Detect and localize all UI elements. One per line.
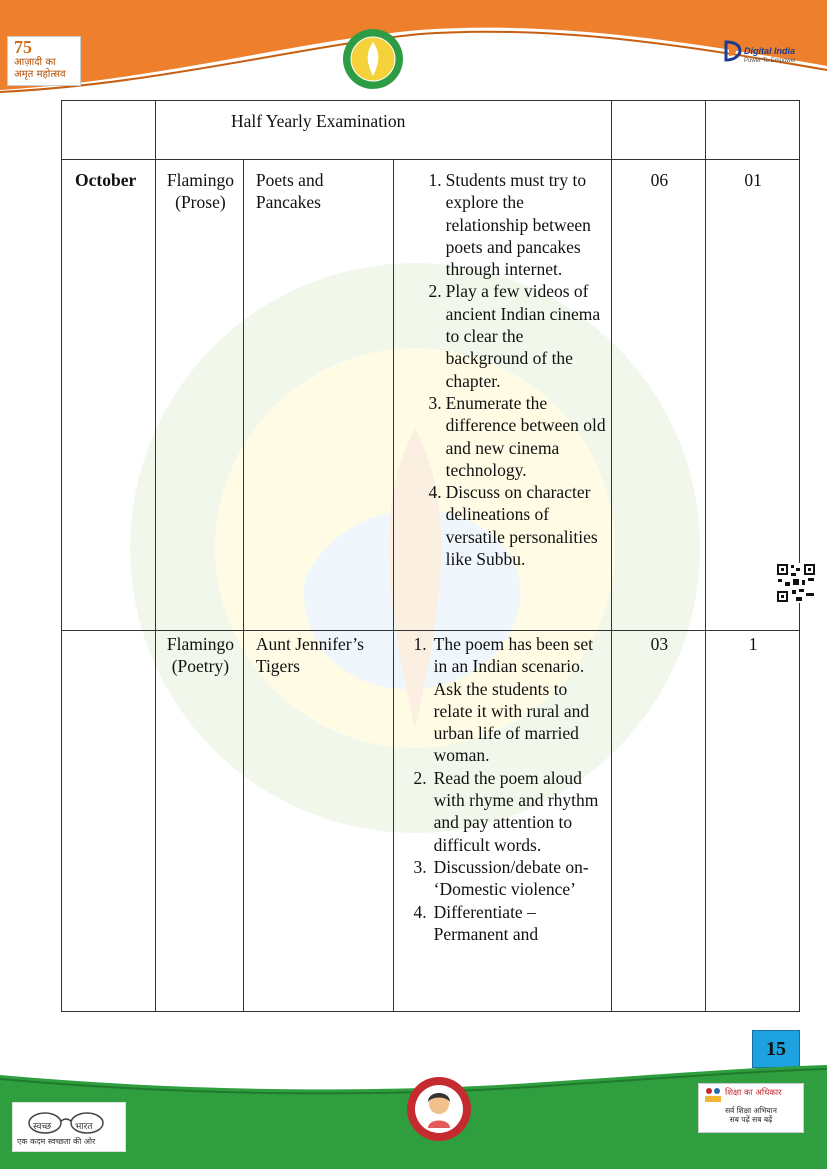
book-cell: Flamingo (Prose)	[155, 160, 243, 631]
shiksha-ka-adhikar-logo: शिक्षा का अधिकार सर्व शिक्षा अभियान सब पढ़ें सब बढ़ें	[698, 1083, 804, 1133]
digital-india-icon	[722, 40, 742, 62]
activities-cell	[393, 160, 612, 631]
azadi-amrit-mahotsav-logo: 75 आज़ादी का अमृत महोत्सव	[7, 36, 81, 86]
assessment-cell: 01	[706, 160, 800, 631]
cell-empty	[612, 101, 706, 160]
exam-row	[62, 101, 800, 160]
list-item: 2. Read the poem aloud with rhyme and rhythm and pay attention to difficult words.	[413, 767, 599, 855]
table-row	[62, 631, 800, 1012]
chapter-cell: Aunt Jennifer’s Tigers	[243, 631, 393, 1012]
list-item: 4. Discuss on character delineations of versatile personalities like Subbu.	[428, 482, 598, 570]
list-item: 1. Students must try to explore the relationship between poets and pancakes through internet.	[428, 170, 591, 280]
board-seal-icon	[342, 28, 404, 90]
periods-cell: 03	[612, 631, 706, 1012]
book-cell: Flamingo (Poetry)	[155, 631, 243, 1012]
children-reading-icon	[703, 1087, 723, 1105]
assessment-cell: 1	[706, 631, 800, 1012]
list-item: 3. Enumerate the difference between old and new cinema technology.	[428, 392, 606, 480]
chapter-cell: Poets and Pancakes	[243, 160, 393, 631]
cell-empty	[62, 101, 156, 160]
list-item: 3. Discussion/debate on- ‘Domestic violence’	[413, 856, 589, 900]
periods-cell: 06	[612, 160, 706, 631]
qr-code-icon	[776, 563, 816, 603]
activities-cell	[393, 631, 612, 1012]
list-item: 1. The poem has been set in an Indian scenario. Ask the students to relate it with rural and urban life of married woman.	[413, 634, 594, 766]
exam-label: Half Yearly Examination	[155, 101, 612, 160]
swachh-bharat-logo: स्वच्छ भारत एक कदम स्वच्छता की ओर	[12, 1102, 126, 1152]
header-band	[0, 0, 827, 100]
digital-india-logo: Digital India Power To Empower	[722, 40, 796, 70]
page-number-badge: 15	[752, 1030, 800, 1068]
cell-empty	[706, 101, 800, 160]
list-item: 2. Play a few videos of ancient Indian cinema to clear the background of the chapter.	[428, 281, 601, 391]
beti-bachao-logo-icon	[406, 1076, 472, 1142]
syllabus-table	[61, 100, 800, 1012]
table-row	[62, 160, 800, 631]
month-cell	[62, 631, 156, 1012]
month-cell: October	[62, 160, 156, 631]
list-item: 4. Differentiate – Permanent and	[413, 901, 539, 944]
